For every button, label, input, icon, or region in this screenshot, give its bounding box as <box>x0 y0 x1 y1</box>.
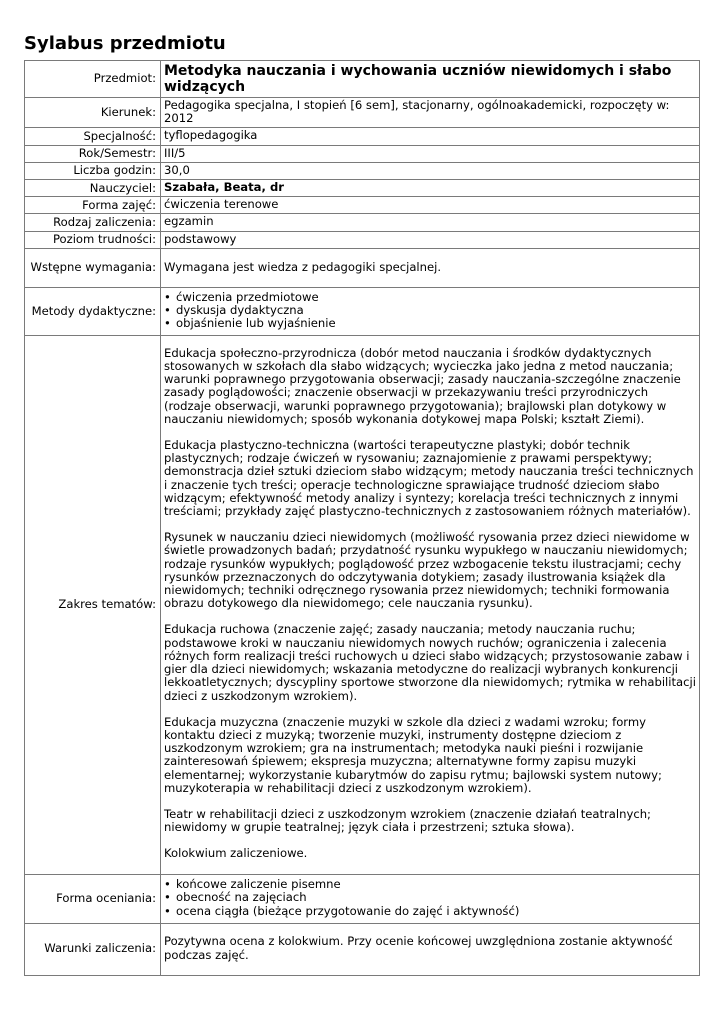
value-kierunek: Pedagogika specjalna, I stopień [6 sem], stacjonarny, ogólnoakademicki, rozpoczęty w: 2012 <box>161 98 700 128</box>
row-liczba-godzin <box>25 162 700 179</box>
value-liczba-godzin: 30,0 <box>161 162 700 179</box>
topic-paragraph: Edukacja plastyczno-techniczna (wartości terapeutyczne plastyki; dobór technik plastycznych; rodzaje ćwiczeń w rysowaniu; zaznajomienie z prawami perspektywy; demonstracja dzieł sztuki dzieciom słabo widzącym; metody nauczania treści technicznych i znaczenie tych treści; operacje technologiczne sprawiające trudność dzieciom słabo widzącym; efektywność metody analizy i syntezy; korelacja treści technicznych z innymi treściami; przykłady zajęć plastyczno-technicznych z zastosowaniem różnych materiałów). <box>164 438 694 519</box>
label-poziom-trudnosci: Poziom trudności: <box>25 231 161 248</box>
row-rodzaj-zaliczenia <box>25 214 700 231</box>
course-title: Metodyka nauczania i wychowania uczniów niewidomych i słabo widzących <box>161 61 700 98</box>
label-przedmiot: Przedmiot: <box>25 61 161 98</box>
value-nauczyciel: Szabała, Beata, dr <box>161 180 700 197</box>
topic-paragraph: Edukacja społeczno-przyrodnicza (dobór metod nauczania i środków dydaktycznych stosowanych w szkołach dla słabo widzących; wycieczka jako jedna z metod nauczania; warunki poprawnego przygotowania obserwacji; zasady nauczania-szczególne znaczenie zasady poglądowości; znaczenie obserwacji w przekazywaniu treści przyrodniczych (rodzaje obserwacji, warunki poprawnego przygotowania); brajlowski plan dotykowy w nauczaniu niewidomych; sposób wykonania dotykowej mapa Polski; kształt Ziemi). <box>164 345 681 426</box>
value-rok-semestr: III/5 <box>161 145 700 162</box>
row-forma-zajec <box>25 197 700 214</box>
label-wstepne-wymagania: Wstępne wymagania: <box>25 248 161 287</box>
page-title: Sylabus przedmiotu <box>24 33 226 54</box>
row-zakres-tematow <box>25 335 700 874</box>
list-item: • końcowe zaliczenie pisemne <box>164 878 696 891</box>
topic-paragraph: Teatr w rehabilitacji dzieci z uszkodzonym wzrokiem (znaczenie działań teatralnych; niewidomy w grupie teatralnej; język ciała i przestrzeni; sztuka słowa). <box>164 806 651 835</box>
value-specjalnosc: tyflopedagogika <box>161 128 700 145</box>
row-rok-semestr <box>25 145 700 162</box>
list-item: • ćwiczenia przedmiotowe <box>164 291 696 304</box>
teaching-methods-list <box>164 291 696 331</box>
list-item: • obecność na zajęciach <box>164 891 696 904</box>
value-metody-dydaktyczne <box>161 287 700 335</box>
label-rodzaj-zaliczenia: Rodzaj zaliczenia: <box>25 214 161 231</box>
value-wstepne-wymagania: Wymagana jest wiedza z pedagogiki specjalnej. <box>161 248 700 287</box>
row-forma-oceniania <box>25 874 700 923</box>
topic-paragraph: Kolokwium zaliczeniowe. <box>164 846 308 861</box>
value-rodzaj-zaliczenia: egzamin <box>161 214 700 231</box>
value-zakres-tematow <box>161 335 700 874</box>
label-specjalnosc: Specjalność: <box>25 128 161 145</box>
row-wstepne-wymagania <box>25 248 700 287</box>
label-forma-oceniania: Forma oceniania: <box>25 874 161 923</box>
topic-paragraph: Rysunek w nauczaniu dzieci niewidomych (możliwość rysowania przez dzieci niewidome w świetle prowadzonych badań; przydatność rysunku wypukłego w nauczaniu niewidomych; rodzaje rysunków wypukłych; poglądowość przez wzbogacenie tekstu ilustracjami; cechy rysunków przeznaczonych do odczytywania dotykiem; zasady ilustrowania książek dla niewidomych; techniki odręcznego rysowania przez niewidomych; techniki formowania obrazu dotykowego dla niewidomego; cele nauczania rysunku). <box>164 530 690 611</box>
value-poziom-trudnosci: podstawowy <box>161 231 700 248</box>
list-item: • dyskusja dydaktyczna <box>164 304 696 317</box>
topic-paragraph: Edukacja muzyczna (znaczenie muzyki w szkole dla dzieci z wadami wzroku; formy kontaktu dzieci z muzyką; tworzenie muzyki, instrumenty dostępne dzieciom z uszkodzonym wzrokiem; gra na instrumentach; metodyka nauki pieśni i rozwijanie zainteresowań śpiewem; ekspresja muzyczna; alternatywne formy zapisu muzyki elementarnej; wykorzystanie kubarytmów do zapisu rytmu; bajlowski system nutowy; muzykoterapia w rehabilitacji dzieci z uszkodzonym wzrokiem). <box>164 714 662 795</box>
label-nauczyciel: Nauczyciel: <box>25 180 161 197</box>
list-item: • objaśnienie lub wyjaśnienie <box>164 317 696 330</box>
value-forma-zajec: ćwiczenia terenowe <box>161 197 700 214</box>
assessment-list <box>164 878 696 918</box>
label-rok-semestr: Rok/Semestr: <box>25 145 161 162</box>
value-warunki-zaliczenia: Pozytywna ocena z kolokwium. Przy ocenie końcowej uwzględniona zostanie aktywność podczas zajęć. <box>161 923 700 975</box>
label-kierunek: Kierunek: <box>25 98 161 128</box>
row-kierunek <box>25 98 700 128</box>
row-metody-dydaktyczne <box>25 287 700 335</box>
label-warunki-zaliczenia: Warunki zaliczenia: <box>25 923 161 975</box>
label-metody-dydaktyczne: Metody dydaktyczne: <box>25 287 161 335</box>
label-zakres-tematow: Zakres tematów: <box>25 335 161 874</box>
value-forma-oceniania <box>161 874 700 923</box>
row-przedmiot <box>25 61 700 98</box>
topic-paragraph: Edukacja ruchowa (znaczenie zajęć; zasady nauczania; metody nauczania ruchu; podstawowe kroki w nauczaniu niewidomych nowych ruchów; ograniczenia i zalecenia różnych form realizacji treści ruchowych u dzieci słabo widzących; przystosowanie zabaw i gier dla dzieci niewidomych; wskazania metodyczne do realizacji wybranych konkurencji lekkoatletycznych; dyscypliny sportowe stworzone dla niewidomych; rytmika w rehabilitacji dzieci z uszkodzonym wzrokiem). <box>164 622 696 703</box>
syllabus-table <box>24 60 700 976</box>
label-forma-zajec: Forma zajęć: <box>25 197 161 214</box>
row-poziom-trudnosci <box>25 231 700 248</box>
list-item: • ocena ciągła (bieżące przygotowanie do zajęć i aktywność) <box>164 905 696 918</box>
label-liczba-godzin: Liczba godzin: <box>25 162 161 179</box>
row-warunki-zaliczenia <box>25 923 700 975</box>
row-nauczyciel <box>25 180 700 197</box>
row-specjalnosc <box>25 128 700 145</box>
